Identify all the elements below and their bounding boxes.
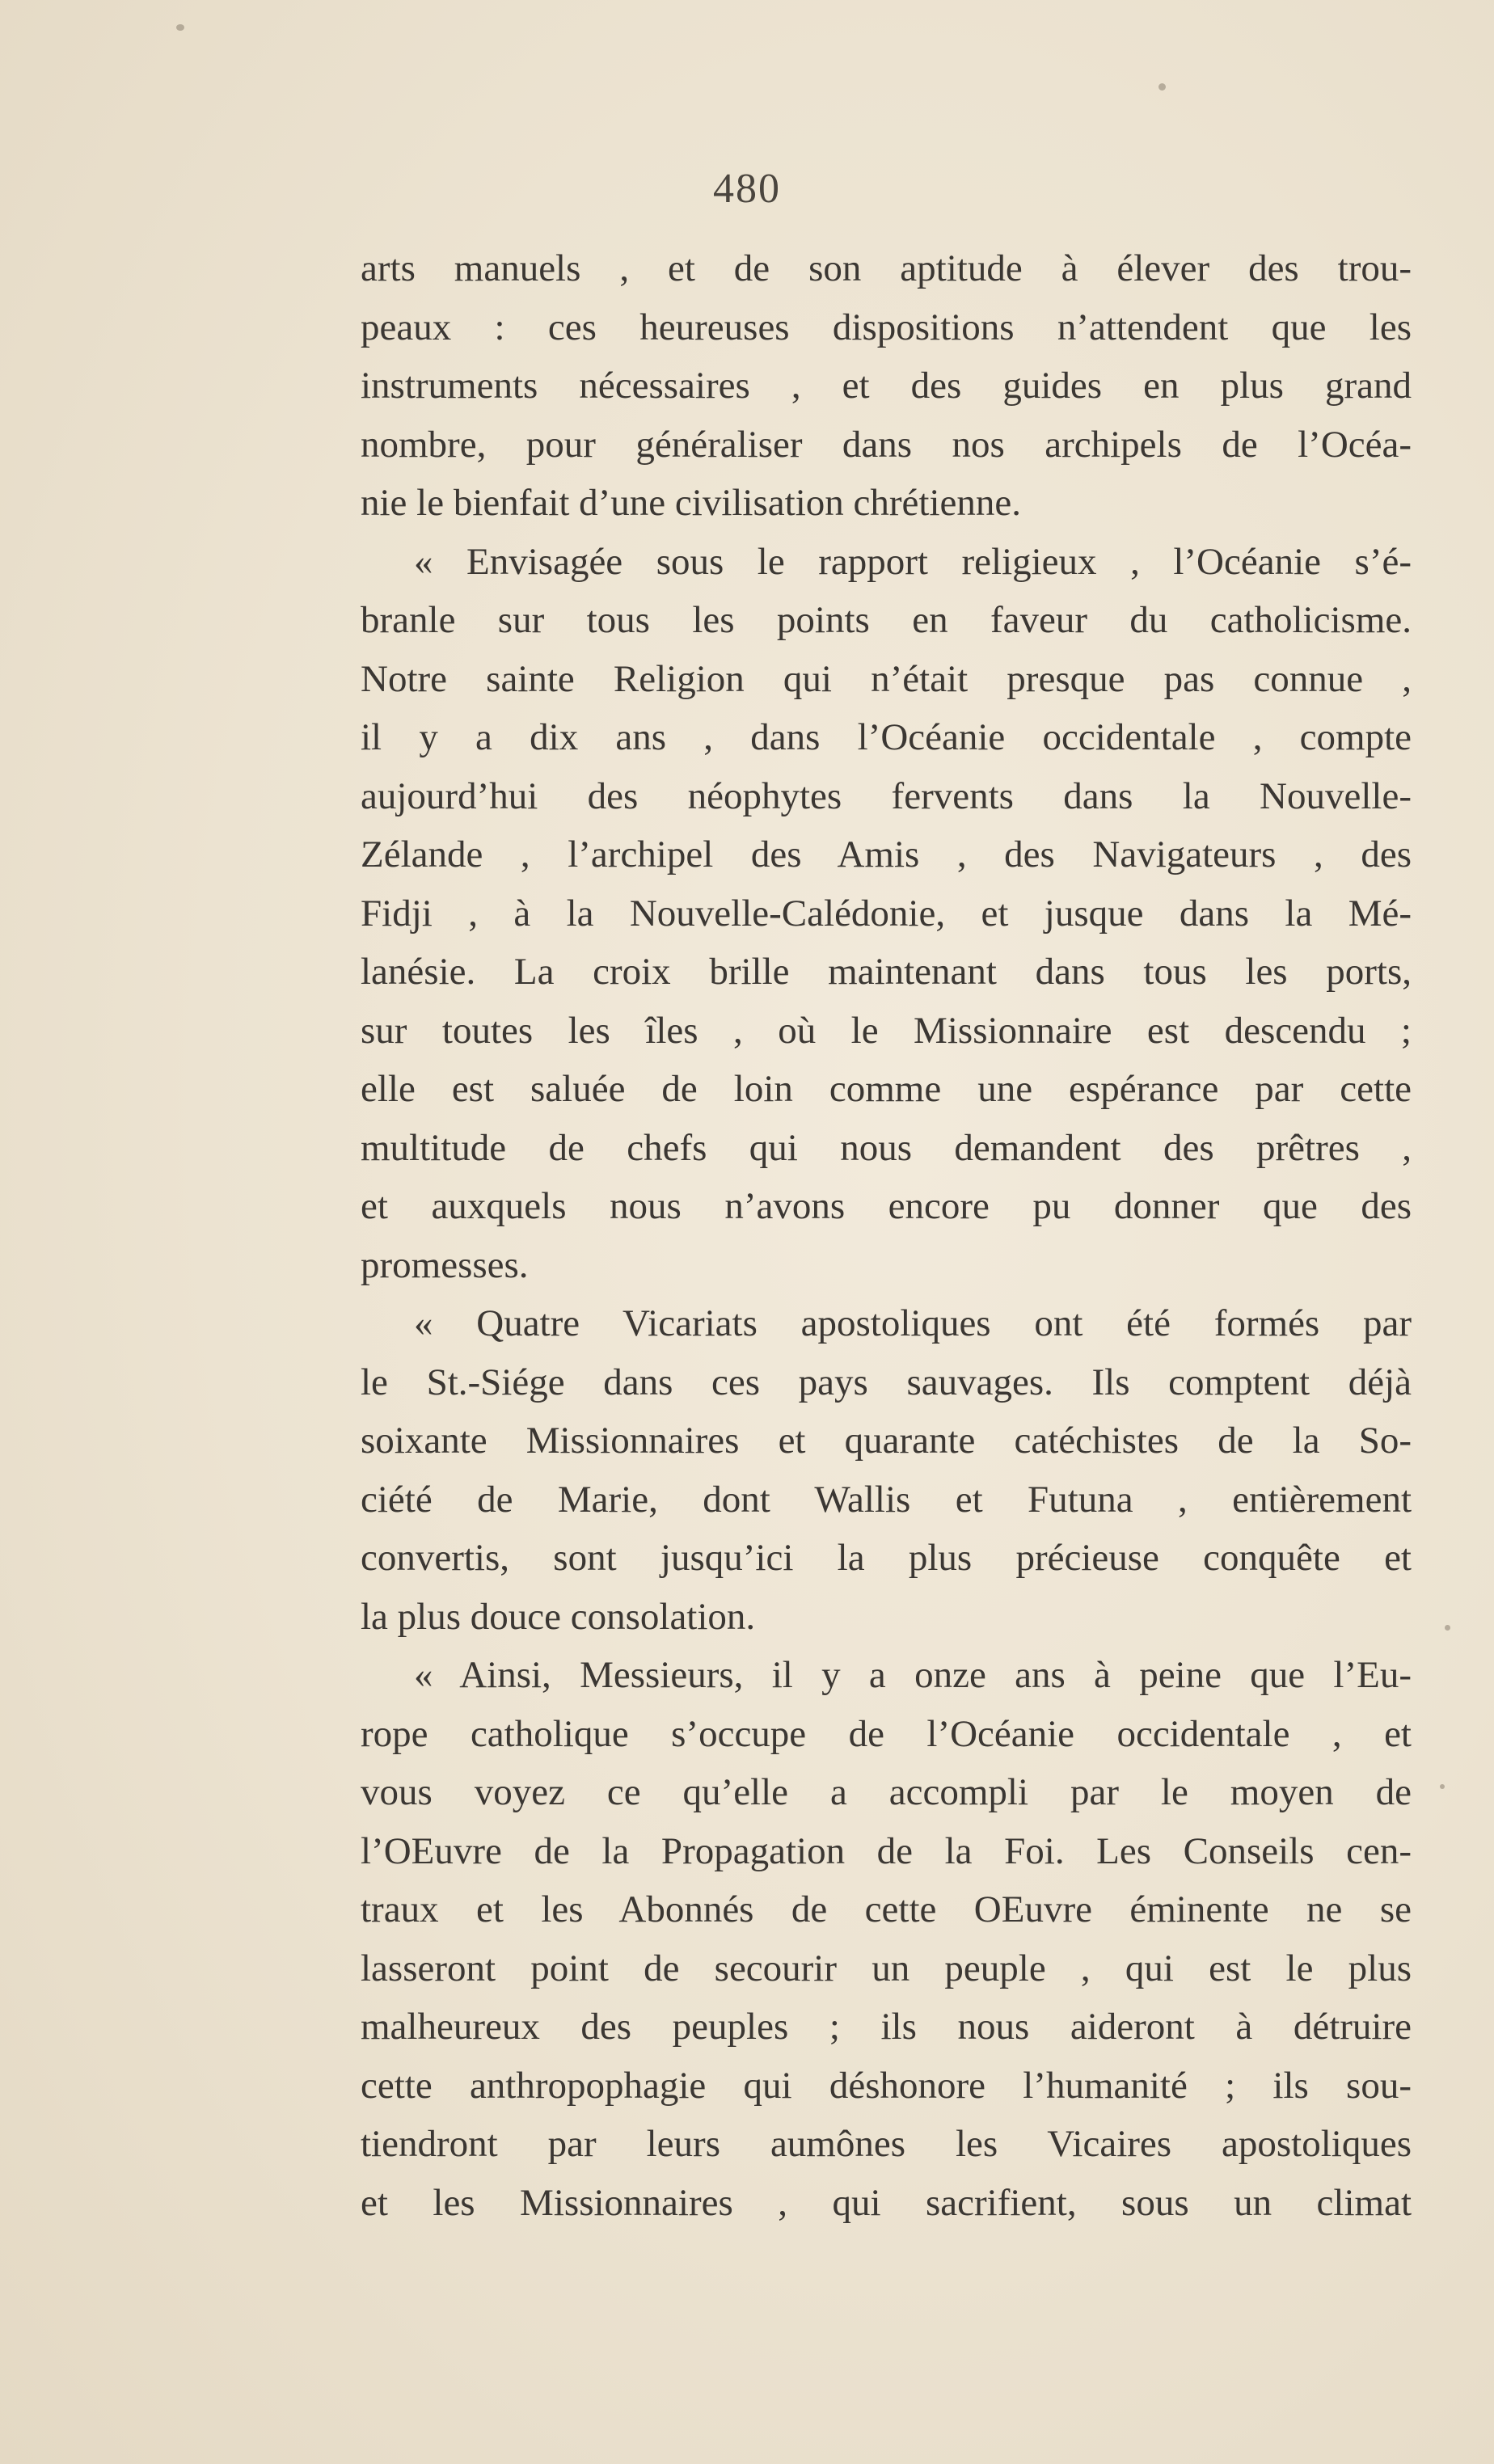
text-line: Fidji , à la Nouvelle-Calédonie, et jusque dans la Mé- [361,892,1412,935]
text-line: tiendront par leurs aumônes les Vicaires apostoliques [361,2123,1412,2165]
text-line: malheureux des peuples ; ils nous aideront à détruire [361,2006,1412,2048]
text-line: Notre sainte Religion qui n’était presque pas connue , [361,657,1412,700]
paper-speck [1440,1784,1445,1789]
text-line: cette anthropophagie qui déshonore l’humanité ; ils sou- [361,2064,1412,2107]
text-line: arts manuels , et de son aptitude à élever des trou- [361,247,1412,289]
text-line: aujourd’hui des néophytes fervents dans la Nouvelle- [361,774,1412,817]
text-line: branle sur tous les points en faveur du catholicisme. [361,599,1412,641]
paper-speck [176,24,184,31]
text-line: vous voyez ce qu’elle a accompli par le moyen de [361,1771,1412,1813]
text-line: peaux : ces heureuses dispositions n’attendent que les [361,306,1412,348]
paper-speck [1445,1625,1450,1631]
text-line: instruments nécessaires , et des guides en plus grand [361,365,1412,407]
text-line: « Quatre Vicariats apostoliques ont été formés par [414,1302,1412,1344]
paper-speck [1158,83,1166,91]
text-line: sur toutes les îles , où le Missionnaire est descendu ; [361,1009,1412,1052]
text-line: convertis, sont jusqu’ici la plus précieuse conquête et [361,1537,1412,1579]
body-text [361,239,1412,2232]
text-line: l’OEuvre de la Propagation de la Foi. Les Conseils cen- [361,1829,1412,1872]
text-line: traux et les Abonnés de cette OEuvre éminente ne se [361,1888,1412,1930]
text-line: Zélande , l’archipel des Amis , des Navigateurs , des [361,833,1412,875]
text-line: nie le bienfait d’une civilisation chrétienne. [361,482,1021,524]
text-line: et les Missionnaires , qui sacrifient, sous un climat [361,2181,1412,2224]
text-line: promesses. [361,1243,529,1286]
text-line: soixante Missionnaires et quarante catéchistes de la So- [361,1420,1412,1462]
page-number: 480 [713,166,781,212]
text-line: « Ainsi, Messieurs, il y a onze ans à peine que l’Eu- [414,1654,1412,1696]
text-line: lasseront point de secourir un peuple , qui est le plus [361,1947,1412,1989]
text-line: et auxquels nous n’avons encore pu donner que des [361,1185,1412,1227]
text-line: lanésie. La croix brille maintenant dans tous les ports, [361,951,1412,993]
text-line: nombre, pour généraliser dans nos archipels de l’Océa- [361,423,1412,466]
text-line: elle est saluée de loin comme une espérance par cette [361,1068,1412,1110]
text-line: rope catholique s’occupe de l’Océanie occidentale , et [361,1712,1412,1755]
text-line: « Envisagée sous le rapport religieux , l’Océanie s’é- [414,540,1412,583]
text-line: ciété de Marie, dont Wallis et Futuna , entièrement [361,1478,1412,1521]
text-line: multitude de chefs qui nous demandent des prêtres , [361,1126,1412,1169]
text-line: le St.-Siége dans ces pays sauvages. Ils comptent déjà [361,1361,1412,1403]
text-line: il y a dix ans , dans l’Océanie occidentale , compte [361,716,1412,758]
text-line: la plus douce consolation. [361,1595,756,1638]
